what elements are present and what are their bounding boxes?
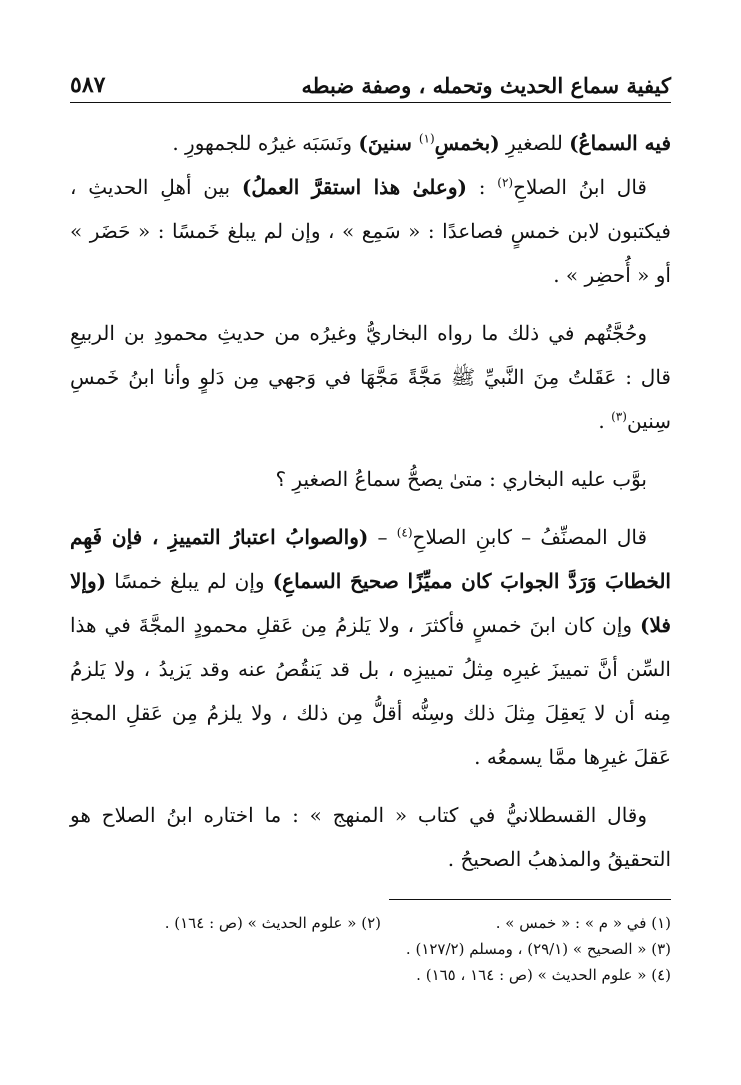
text-run: قال ابنُ الصلاحِ xyxy=(513,175,647,199)
footnote-marker: (٣) xyxy=(611,409,627,424)
text-run: : xyxy=(466,175,498,199)
text-run: ونَسَبَه غيرُه للجمهورِ . xyxy=(172,131,359,155)
text-run: بين أهلِ الحديثِ ، فيكتبون لابن خمسٍ فصاعدًا : « سَمِع » ، وإن لم يبلغ خَمسًا : « حَضَر » أو « أُحضِر » . xyxy=(70,175,671,287)
text-run: وحُجَّتُهم في ذلك ما رواه البخاريُّ وغيرُه من حديثِ محمودِ بن الربيعِ قال : عَقَلتُ مِنَ النَّبيِّ ﷺ مَجَّةً مَجَّهَا في وَجهي مِن دَلوٍ وأنا ابنُ خَمسِ سِنين xyxy=(70,321,671,433)
text-run: للصغيرِ xyxy=(499,131,570,155)
paragraph-3 xyxy=(70,311,671,443)
bold-matn-text: (والصوابُ اعتبارُ التمييزِ ، فإن فَهِم الخطابَ وَرَدَّ الجوابَ كان مميِّزًا صحيحَ السماعِ) xyxy=(70,525,671,593)
page-number: ٥٨٧ xyxy=(70,72,106,98)
text-run: . xyxy=(598,409,612,433)
text-run: وقال القسطلانيُّ في كتاب « المنهج » : ما اختاره ابنُ الصلاح هو التحقيقُ والمذهبُ الصحيحُ . xyxy=(70,803,671,871)
text-run: قال المصنِّفُ – كابنِ الصلاحِ xyxy=(412,525,648,549)
bold-matn-text: (بخمسِ xyxy=(434,131,500,155)
footnote-divider xyxy=(389,899,671,900)
bold-matn-text: (وعلىٰ هذا استقرَّ العملُ) xyxy=(241,175,467,199)
text-run: وإن كان ابنَ خمسٍ فأكثرَ ، ولا يَلزمُ مِن عَقلِ محمودٍ المجَّةَ في هذا السِّن أنَّ تمييزَ غيرِه مِثلُ تمييزِه ، بل قد يَنقُصُ عنه وقد يَزيدُ ، ولا يَلزمُ مِنه أن لا يَعقِلَ مِثلَ ذلك وسِنُّه أقلُّ مِن ذلك ، ولا يلزمُ مِن عَقلِ المجةِ عَقلَ غيرِها ممَّا يسمعُه . xyxy=(70,613,672,769)
bold-matn-text: (وإلا فلا) xyxy=(70,569,671,637)
chapter-title: كيفية سماع الحديث وتحمله ، وصفة ضبطه xyxy=(301,73,671,98)
footnote-2: (٢) « علوم الحديث » (ص : ١٦٤) . xyxy=(164,914,381,932)
paragraph-1 xyxy=(70,121,671,165)
main-text xyxy=(70,121,671,881)
paragraph-5 xyxy=(70,515,671,779)
footnote-marker: (٤) xyxy=(396,525,413,540)
paragraph-2 xyxy=(70,165,671,297)
text-run: – xyxy=(368,525,397,549)
footnote-marker: (١) xyxy=(418,131,435,146)
footnotes xyxy=(70,910,671,988)
bold-matn-text: سنينَ) xyxy=(358,131,419,155)
paragraph-6 xyxy=(70,793,671,881)
footnote-1: (١) في « م » : « خمس » . xyxy=(495,914,671,932)
footnote-row xyxy=(70,910,671,936)
text-run: بوَّب عليه البخاري : متىٰ يصحُّ سماعُ الصغيرِ ؟ xyxy=(275,467,647,491)
paragraph-4 xyxy=(70,457,671,501)
footnote-marker: (٢) xyxy=(497,175,514,190)
footnote-4: (٤) « علوم الحديث » (ص : ١٦٤ ، ١٦٥) . xyxy=(416,966,671,984)
footnote-3: (٣) « الصحيح » (٢٩/١) ، ومسلم (١٢٧/٢) . xyxy=(405,940,671,958)
bold-matn-text: فيه السماعُ) xyxy=(569,131,671,155)
running-header xyxy=(70,64,671,103)
text-run: وإن لم يبلغ خمسًا xyxy=(106,569,273,593)
